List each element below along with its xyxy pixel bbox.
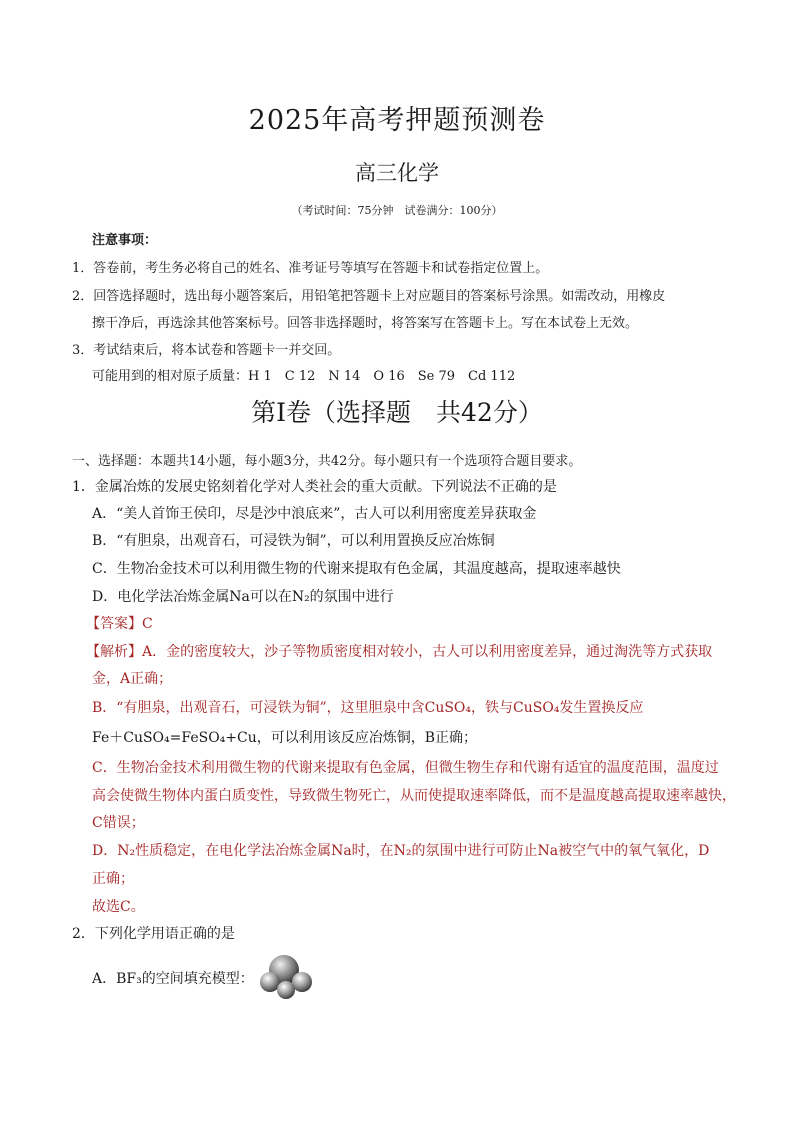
notice-item: 3．考试结束后，将本试卷和答题卡一并交回。 xyxy=(72,343,341,358)
q1-option-a: A．“美人首饰王侯印，尽是沙中浪底来”，古人可以利用密度差异获取金 xyxy=(92,506,537,522)
exam-meta: （考试时间：75分钟 试卷满分：100分） xyxy=(291,204,503,217)
q1-option-c: C．生物冶金技术可以利用微生物的代谢来提取有色金属，其温度越高，提取速率越快 xyxy=(92,561,621,577)
q2-option-a: A．BF₃的空间填充模型： xyxy=(92,971,254,987)
q1-analysis-equation: Fe＋CuSO₄=FeSO₄+Cu，可以利用该反应冶炼铜，B正确； xyxy=(92,730,478,746)
q2-stem: 2．下列化学用语正确的是 xyxy=(72,926,235,942)
q1-analysis-line: 高会使微生物体内蛋白质变性，导致微生物死亡，从而使提取速率降低，而不是温度越高提取速率越快， xyxy=(92,788,736,804)
q1-analysis-line: C．生物冶金技术利用微生物的代谢来提取有色金属，但微生物生存和代谢有适宜的温度范围，温度过 xyxy=(92,760,719,776)
q1-analysis-line: 金，A正确； xyxy=(92,671,173,687)
section-instruction: 一、选择题：本题共14小题，每小题3分，共42分。每小题只有一个选项符合题目要求。 xyxy=(72,454,582,469)
bf3-space-filling-model-icon xyxy=(250,950,320,1000)
q1-option-b: B．“有胆泉，出观音石，可浸铁为铜”，可以利用置换反应冶炼铜 xyxy=(92,533,495,549)
section-title: 第Ⅰ卷（选择题 共42分） xyxy=(251,398,543,427)
q1-option-d: D．电化学法冶炼金属Na可以在N₂的氛围中进行 xyxy=(92,589,394,605)
notice-item: 2．回答选择题时，选出每小题答案后，用铅笔把答题卡上对应题目的答案标号涂黑。如需改动，用橡皮 xyxy=(72,289,666,304)
q1-analysis-line: 故选C。 xyxy=(92,899,145,915)
exam-title: 2025年高考押题预测卷 xyxy=(248,105,546,136)
exam-subtitle: 高三化学 xyxy=(355,161,439,185)
q1-stem: 1．金属冶炼的发展史铭刻着化学对人类社会的重大贡献。下列说法不正确的是 xyxy=(72,479,557,495)
q1-answer: 【答案】C xyxy=(86,616,153,632)
notice-item: 1．答卷前，考生务必将自己的姓名、准考证号等填写在答题卡和试卷指定位置上。 xyxy=(72,261,549,276)
q1-analysis-line: C错误； xyxy=(92,815,145,831)
q1-analysis-line: 正确； xyxy=(92,871,134,887)
q1-analysis-line: 【解析】A．金的密度较大，沙子等物质密度相对较小，古人可以利用密度差异，通过淘洗等方式获取 xyxy=(86,644,713,660)
notice-item: 擦干净后，再选涂其他答案标号。回答非选择题时，将答案写在答题卡上。写在本试卷上无效。 xyxy=(92,316,639,331)
notice-heading: 注意事项： xyxy=(92,233,158,248)
atomic-masses: 可能用到的相对原子质量：H 1 C 12 N 14 O 16 Se 79 Cd 112 xyxy=(92,369,516,384)
q1-analysis-line: D．N₂性质稳定，在电化学法冶炼金属Na时，在N₂的氛围中进行可防止Na被空气中的氧气氧化，D xyxy=(92,843,710,859)
q1-analysis-line: B．“有胆泉，出观音石，可浸铁为铜”，这里胆泉中含CuSO₄，铁与CuSO₄发生置换反应 xyxy=(92,700,644,716)
